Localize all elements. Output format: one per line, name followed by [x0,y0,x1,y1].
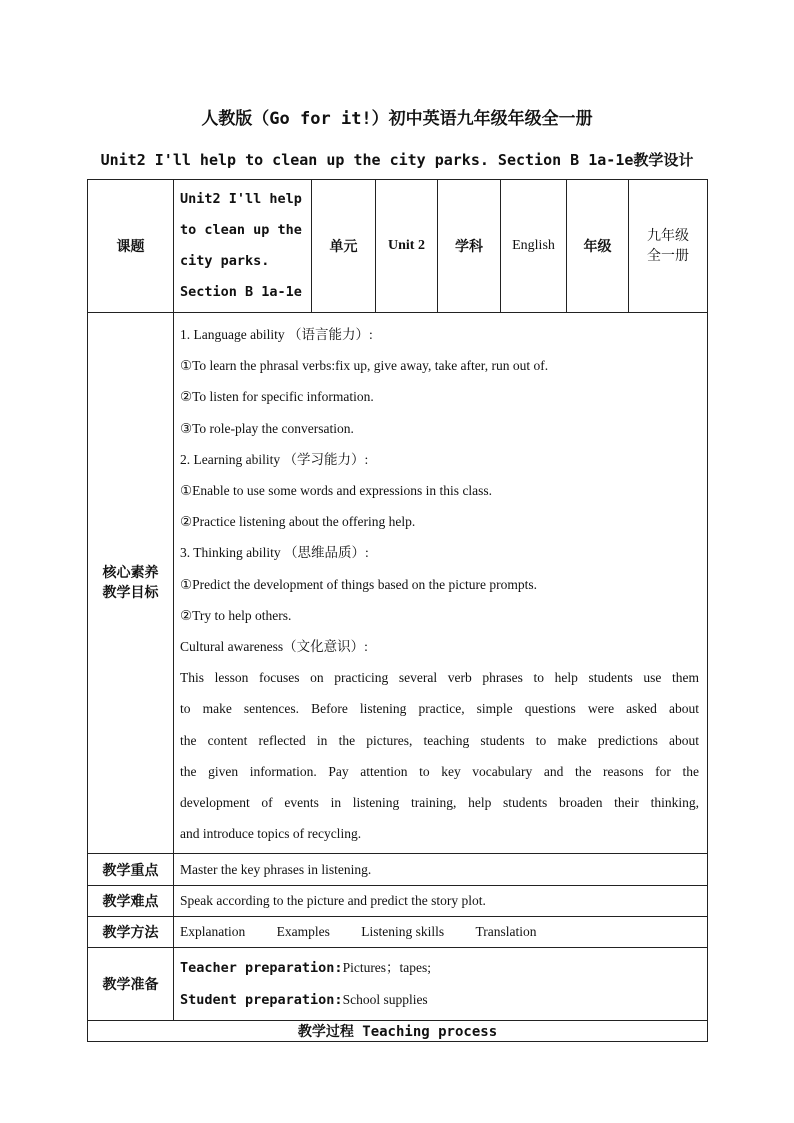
goal-line: ③To role-play the conversation. [180,420,354,436]
methods-label: 教学方法 [88,917,174,948]
method-item: Listening skills [361,924,445,940]
unit-label: 单元 [312,180,376,313]
key-points-row [88,854,708,886]
subject-value: English [501,180,567,313]
culture-paragraph-line: the content reflected in the pictures, teaching students to make predictions about [180,732,699,748]
difficulties-row [88,886,708,917]
lesson-plan-table [87,179,708,1042]
goals-row [88,313,708,854]
goal-line: Cultural awareness（文化意识）: [180,639,368,655]
goal-line: ②To listen for specific information. [180,389,374,405]
goal-line: ②Try to help others. [180,607,292,623]
method-item: Explanation [180,924,246,940]
goal-line: 2. Learning ability （学习能力）: [180,451,369,467]
preparation-value [174,948,708,1021]
grade-label: 年级 [567,180,629,313]
key-points-value: Master the key phrases in listening. [174,854,708,886]
preparation-label: 教学准备 [88,948,174,1021]
methods-row [88,917,708,948]
method-item: Translation [475,924,537,940]
goal-line: ①To learn the phrasal verbs:fix up, give away, take after, run out of. [180,358,549,374]
method-item: Examples [276,924,330,940]
goals-content [174,313,708,854]
methods-value [174,917,708,948]
student-prep-label: Student preparation: [180,992,343,1009]
culture-paragraph-line: development of events in listening training, help students broaden their thinking, [180,795,699,811]
culture-paragraph-line: the given information. Pay attention to key vocabulary and the reasons for the [180,763,699,779]
unit-value: Unit 2 [376,180,438,313]
teacher-prep-label: Teacher preparation: [180,960,343,977]
document-title: 人教版（Go for it!）初中英语九年级年级全一册 [201,109,593,129]
teacher-prep-value: Pictures；tapes; [342,960,432,976]
key-points-label: 教学重点 [88,854,174,886]
topic-label: 课题 [88,180,174,313]
goals-label: 核心素养教学目标 [88,313,174,854]
process-heading: 教学过程 Teaching process [88,1021,708,1042]
difficulties-label: 教学难点 [88,886,174,917]
preparation-row [88,948,708,1021]
grade-value: 九年级全一册 [629,180,708,313]
goal-line: ①Enable to use some words and expressions in this class. [180,483,493,499]
header-row [88,180,708,313]
goal-line: ②Practice listening about the offering help. [180,514,416,530]
culture-paragraph-line: This lesson focuses on practicing several verb phrases to help students use them [180,670,699,686]
difficulties-value: Speak according to the picture and predict the story plot. [174,886,708,917]
topic-value: Unit2 I'll help to clean up the city parks. Section B 1a-1e [174,180,312,313]
goal-line: 3. Thinking ability （思维品质）: [180,545,369,561]
student-prep-value: School supplies [342,992,428,1008]
process-row [88,1021,708,1042]
subject-label: 学科 [438,180,501,313]
goal-line: 1. Language ability （语言能力）: [180,327,373,342]
culture-paragraph-line: and introduce topics of recycling. [180,826,362,842]
goal-line: ①Predict the development of things based on the picture prompts. [180,576,538,592]
document-subtitle: Unit2 I'll help to clean up the city parks. Section B 1a-1e教学设计 [100,151,694,169]
culture-paragraph-line: to make sentences. Before listening practice, simple questions were asked about [180,701,699,717]
